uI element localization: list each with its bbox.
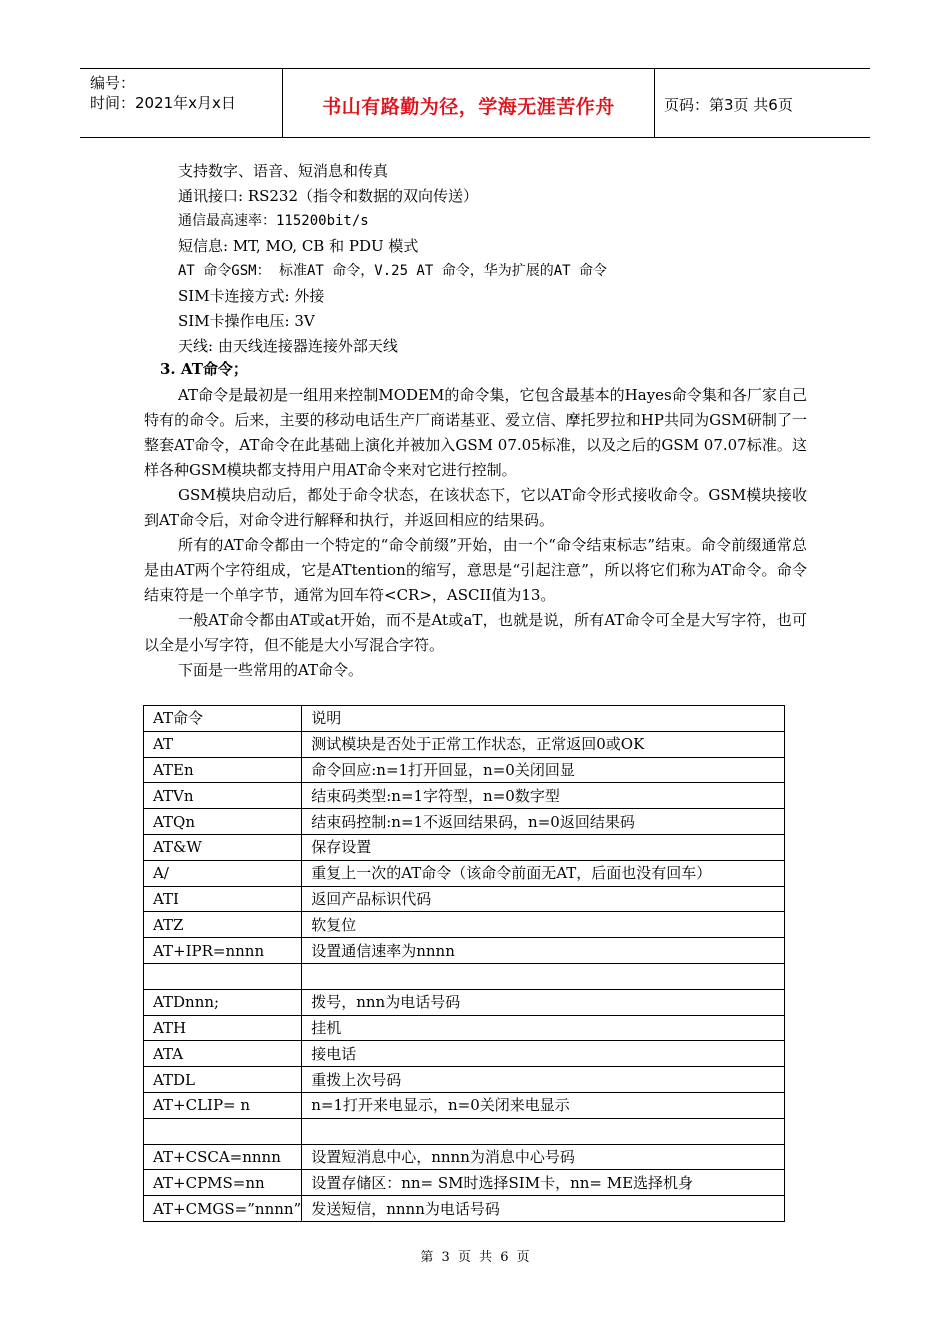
body-paragraph: 一般AT命令都由AT或at开始，而不是At或aT，也就是说，所有AT命令可全是大写字符，也可以全是小写字符，但不能是大小写混合字符。 <box>144 611 807 654</box>
command-cell: ATEn <box>144 757 302 783</box>
command-cell: AT命令 <box>144 706 302 732</box>
command-cell: ATDnnn; <box>144 989 302 1015</box>
body-paragraph: 下面是一些常用的AT命令。 <box>178 661 364 679</box>
table-row <box>144 963 785 989</box>
description-cell: 结束码控制:n=1不返回结果码，n=0返回结果码 <box>302 809 785 835</box>
command-cell: ATVn <box>144 783 302 809</box>
table-row <box>144 1196 785 1222</box>
description-cell: 软复位 <box>302 912 785 938</box>
description-cell: 测试模块是否处于正常工作状态，正常返回0或OK <box>302 731 785 757</box>
command-cell: ATZ <box>144 912 302 938</box>
table-row <box>144 1170 785 1196</box>
command-cell: ATH <box>144 1015 302 1041</box>
header-page-info: 页码：第3页 共6页 <box>664 96 793 114</box>
table-row <box>144 912 785 938</box>
number-label: 编号： <box>90 74 136 92</box>
description-cell: 说明 <box>302 706 785 732</box>
feature-line: 天线: 由天线连接器连接外部天线 <box>178 337 398 355</box>
table-row <box>144 731 785 757</box>
description-cell: 设置存储区：nn= SM时选择SIM卡，nn= ME选择机身 <box>302 1170 785 1196</box>
command-cell: ATI <box>144 886 302 912</box>
command-cell: ATQn <box>144 809 302 835</box>
at-command-table <box>143 705 785 1222</box>
feature-line: 支持数字、语音、短消息和传真 <box>178 162 389 180</box>
description-cell: 返回产品标识代码 <box>302 886 785 912</box>
table-row <box>144 1092 785 1118</box>
header-motto: 书山有路勤为径，学海无涯苦作舟 <box>322 96 615 118</box>
description-cell: 重拨上次号码 <box>302 1067 785 1093</box>
command-cell: ATA <box>144 1041 302 1067</box>
section-heading: 3. AT命令； <box>160 360 248 378</box>
table-row <box>144 757 785 783</box>
description-cell: 设置短消息中心，nnnn为消息中心号码 <box>302 1144 785 1170</box>
feature-line: AT 命令GSM： 标准AT 命令，V.25 AT 命令，华为扩展的AT 命令 <box>178 263 608 279</box>
command-cell: AT+CPMS=nn <box>144 1170 302 1196</box>
header-meta <box>90 73 285 113</box>
time-label: 时间：2021年x月x日 <box>90 94 236 112</box>
table-row <box>144 938 785 964</box>
page-header <box>80 68 870 138</box>
command-cell: AT+CLIP= n <box>144 1092 302 1118</box>
feature-line: SIM卡连接方式: 外接 <box>178 287 325 305</box>
table-row <box>144 834 785 860</box>
command-cell: AT+CSCA=nnnn <box>144 1144 302 1170</box>
description-cell: 命令回应:n=1打开回显，n=0关闭回显 <box>302 757 785 783</box>
description-cell <box>302 1118 785 1144</box>
body-paragraph: AT命令是最初是一组用来控制MODEM的命令集，它包含最基本的Hayes命令集和各厂家自己特有的命令。后来，主要的移动电话生产厂商诺基亚、爱立信、摩托罗拉和HP共同为GSM研制了一整套AT命令，AT命令在此基础上演化并被加入GSM 07.05标准，以及之后的GSM 07.07标准。这样各种GSM模块都支持用户用AT命令来对它进行控制。 <box>144 386 807 479</box>
command-cell <box>144 1118 302 1144</box>
feature-line: 通讯接口: RS232（指令和数据的双向传送） <box>178 187 479 205</box>
command-cell: AT+CMGS=”nnnn” <box>144 1196 302 1222</box>
table-row <box>144 809 785 835</box>
description-cell: 设置通信速率为nnnn <box>302 938 785 964</box>
description-cell: 挂机 <box>302 1015 785 1041</box>
command-cell: AT&W <box>144 834 302 860</box>
description-cell: 保存设置 <box>302 834 785 860</box>
feature-line: 通信最高速率：115200bit/s <box>178 213 369 229</box>
description-cell: 接电话 <box>302 1041 785 1067</box>
table-row <box>144 1041 785 1067</box>
command-cell: A/ <box>144 860 302 886</box>
table-row <box>144 886 785 912</box>
table-row <box>144 1118 785 1144</box>
table-row <box>144 1015 785 1041</box>
body-paragraph: GSM模块启动后，都处于命令状态，在该状态下，它以AT命令形式接收命令。GSM模块接收到AT命令后，对命令进行解释和执行，并返回相应的结果码。 <box>144 486 807 529</box>
feature-line: SIM卡操作电压: 3V <box>178 312 315 330</box>
description-cell: n=1打开来电显示，n=0关闭来电显示 <box>302 1092 785 1118</box>
command-cell: AT+IPR=nnnn <box>144 938 302 964</box>
description-cell: 拨号，nnn为电话号码 <box>302 989 785 1015</box>
table-row <box>144 706 785 732</box>
command-cell: AT <box>144 731 302 757</box>
table-row <box>144 783 785 809</box>
table-row <box>144 860 785 886</box>
description-cell: 重复上一次的AT命令（该命令前面无AT，后面也没有回车） <box>302 860 785 886</box>
description-cell: 发送短信，nnnn为电话号码 <box>302 1196 785 1222</box>
feature-line: 短信息: MT, MO, CB 和 PDU 模式 <box>178 237 419 255</box>
command-cell: ATDL <box>144 1067 302 1093</box>
body-paragraph: 所有的AT命令都由一个特定的“命令前缀”开始，由一个“命令结束标志”结束。命令前缀通常总是由AT两个字符组成，它是ATtention的缩写，意思是“引起注意”，所以将它们称为AT命令。命令结束符是一个单字节，通常为回车符<CR>，ASCII值为13。 <box>144 536 807 604</box>
command-cell <box>144 963 302 989</box>
table-row <box>144 1067 785 1093</box>
table-row <box>144 1144 785 1170</box>
header-divider <box>654 69 655 137</box>
description-cell: 结束码类型:n=1字符型，n=0数字型 <box>302 783 785 809</box>
table-row <box>144 989 785 1015</box>
description-cell <box>302 963 785 989</box>
page-footer: 第 3 页 共 6 页 <box>420 1250 530 1265</box>
